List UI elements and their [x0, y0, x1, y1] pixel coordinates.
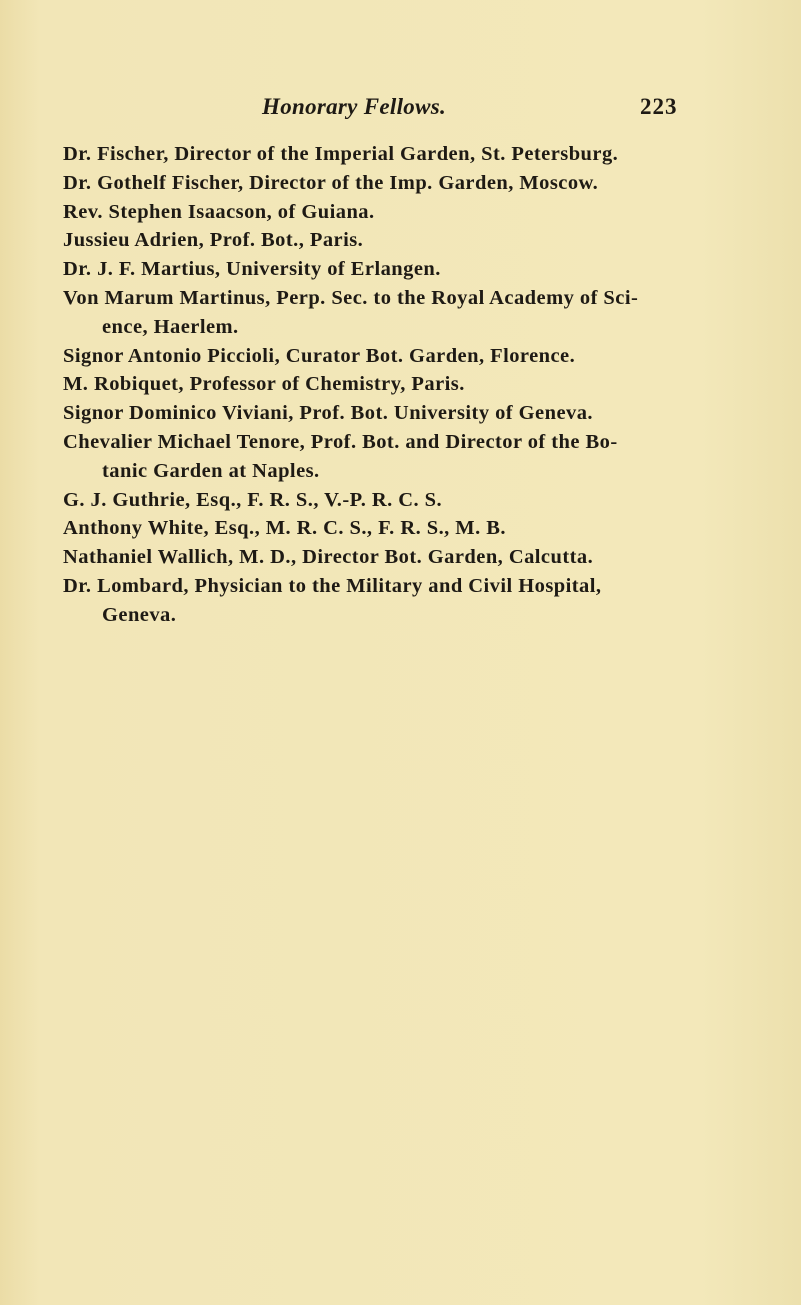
fellow-entry: Signor Antonio Piccioli, Curator Bot. Garden, Florence.: [63, 344, 576, 367]
page-header: [0, 94, 801, 124]
fellow-entry: G. J. Guthrie, Esq., F. R. S., V.-P. R. C. S.: [63, 488, 443, 511]
fellow-entry: Dr. Fischer, Director of the Imperial Garden, St. Petersburg.: [63, 143, 619, 165]
fellow-entry: Jussieu Adrien, Prof. Bot., Paris.: [63, 229, 364, 252]
fellow-entry: Nathaniel Wallich, M. D., Director Bot. Garden, Calcutta.: [63, 546, 594, 569]
fellow-entry-continuation: tanic Garden at Naples.: [102, 459, 320, 482]
running-title: Honorary Fellows.: [262, 94, 447, 119]
fellow-entry: Dr. J. F. Martius, University of Erlangen.: [63, 258, 441, 281]
fellow-entry: Rev. Stephen Isaacson, of Guiana.: [63, 200, 375, 223]
fellow-entry: Dr. Gothelf Fischer, Director of the Imp. Garden, Moscow.: [63, 171, 599, 194]
fellow-entry: Anthony White, Esq., M. R. C. S., F. R. S., M. B.: [63, 517, 506, 540]
fellows-list: [63, 140, 693, 630]
fellow-entry: Signor Dominico Viviani, Prof. Bot. University of Geneva.: [63, 402, 593, 425]
page-number: 223: [640, 94, 678, 119]
fellow-entry: M. Robiquet, Professor of Chemistry, Paris.: [63, 373, 465, 396]
fellow-entry-continuation: Geneva.: [102, 603, 177, 626]
fellow-entry: Chevalier Michael Tenore, Prof. Bot. and Director of the Bo-: [63, 430, 618, 453]
fellow-entry: Dr. Lombard, Physician to the Military and Civil Hospital,: [63, 574, 602, 597]
fellow-entry: Von Marum Martinus, Perp. Sec. to the Royal Academy of Sci-: [63, 286, 639, 309]
fellow-entry-continuation: ence, Haerlem.: [102, 315, 239, 338]
